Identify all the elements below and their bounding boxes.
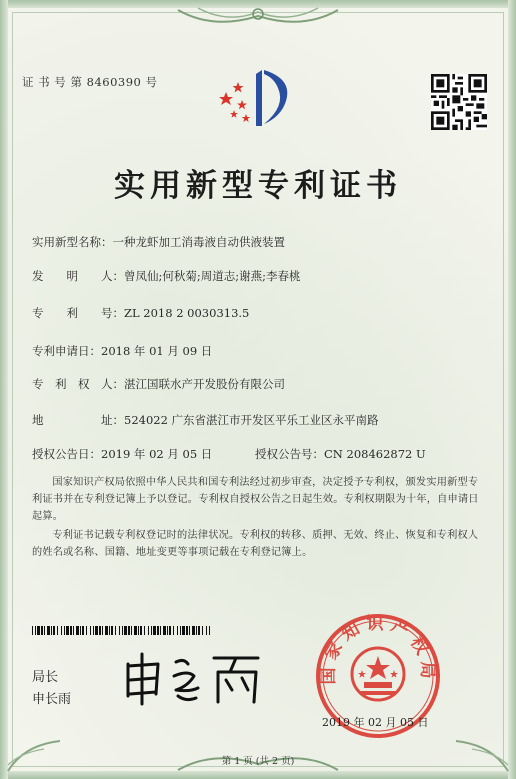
cnipa-logo <box>206 66 302 130</box>
border-right <box>508 0 516 779</box>
field-label: 地 址： <box>32 413 124 427</box>
barcode <box>32 626 212 635</box>
legal-status-statement: 专利证书记载专利权登记时的法律状况。专利权的转移、质押、无效、终止、恢复和专利权人的姓名或名称、国籍、地址变更等事项记载在专利登记簿上。 <box>32 530 479 558</box>
certificate-number: 证 书 号 第 8460390 号 <box>22 75 158 89</box>
grant-statement: 国家知识产权局依照中华人民共和国专利法经过初步审查，决定授予专利权，颁发实用新型专利证书并在专利登记簿上予以登记。专利权自授权公告之日起生效。专利权期限为十年，自申请日起算。 <box>32 477 479 522</box>
field-value: 524022 广东省湛江市开发区平乐工业区永平南路 <box>124 413 379 427</box>
field-value: 曾凤仙;何秋菊;周道志;谢燕;李春桃 <box>124 269 301 283</box>
field-announcement-number <box>255 446 426 464</box>
field-label: 发 明 人： <box>32 269 124 283</box>
field-value: 一种龙虾加工消毒液自动供液装置 <box>112 235 285 249</box>
field-utility-model-name <box>32 234 285 252</box>
border-left <box>0 0 8 779</box>
field-label: 授权公告号： <box>255 447 324 461</box>
field-application-date <box>32 343 212 361</box>
field-value: CN 208462872 U <box>324 447 426 461</box>
field-value: 2018 年 01 月 09 日 <box>101 344 213 358</box>
field-patent-number <box>32 305 249 323</box>
field-label: 专 利 号： <box>32 306 124 320</box>
field-address <box>32 412 379 430</box>
certificate-title: 实用新型专利证书 <box>114 168 402 204</box>
field-label: 专 利 权 人： <box>32 377 124 391</box>
field-patentee <box>32 376 285 394</box>
director-name: 申长雨 <box>32 692 72 707</box>
field-value: 2019 年 02 月 05 日 <box>101 447 213 461</box>
field-value: 湛江国联水产开发股份有限公司 <box>124 377 285 391</box>
page-number: 第 1 页 (共 2 页) <box>221 756 295 767</box>
handwritten-signature <box>118 650 268 706</box>
field-grant-date <box>32 446 212 464</box>
field-label: 授权公告日： <box>32 447 101 461</box>
seal-text: 国家知识产权局 <box>318 613 438 685</box>
field-label: 专利申请日： <box>32 344 101 358</box>
seal-date: 2019 年 02 月 05 日 <box>322 716 429 729</box>
field-value: ZL 2018 2 0030313.5 <box>124 306 250 320</box>
qr-code <box>431 74 487 130</box>
field-label: 实用新型名称： <box>32 235 113 249</box>
director-title: 局长 <box>32 670 59 685</box>
top-ornament <box>168 2 348 32</box>
field-inventors <box>32 268 301 286</box>
